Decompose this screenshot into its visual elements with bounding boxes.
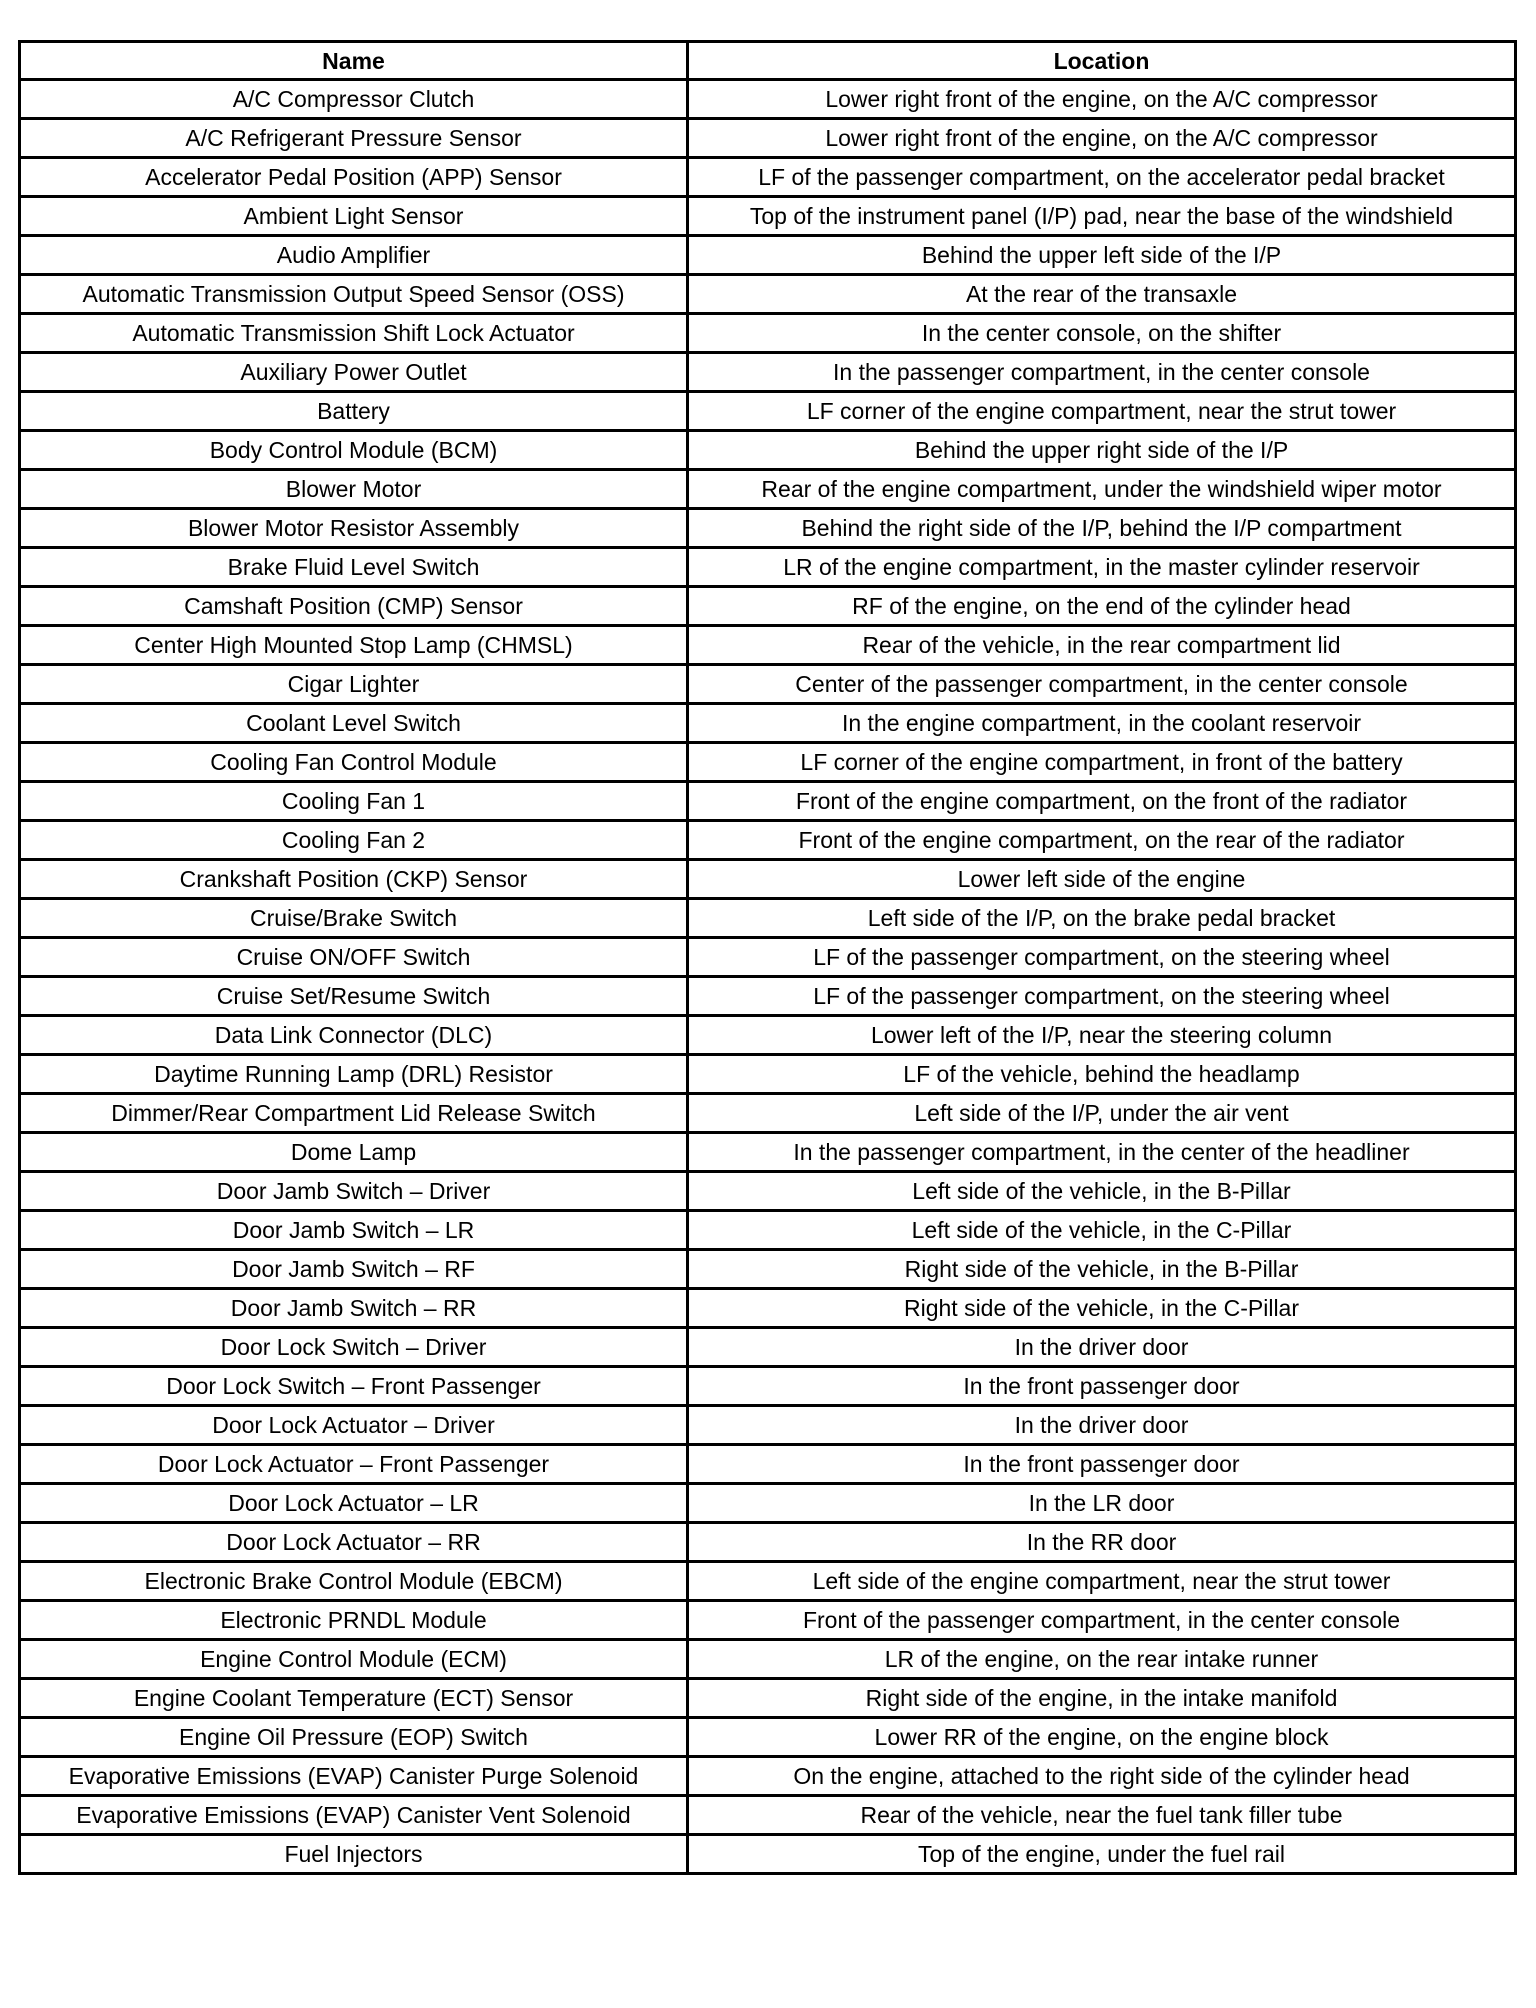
table-row [20,1835,1516,1874]
component-name-cell: Engine Oil Pressure (EOP) Switch [20,1718,688,1757]
component-name-cell: Auxiliary Power Outlet [20,353,688,392]
component-name-cell: Door Lock Actuator – Front Passenger [20,1445,688,1484]
component-location-cell: In the engine compartment, in the coolant reservoir [688,704,1516,743]
component-location-cell: Behind the upper left side of the I/P [688,236,1516,275]
component-location-cell: RF of the engine, on the end of the cylinder head [688,587,1516,626]
table-row [20,353,1516,392]
component-location-table [18,40,1517,1875]
component-name-cell: Door Jamb Switch – RF [20,1250,688,1289]
table-row [20,1601,1516,1640]
header-row [20,42,1516,80]
component-name-cell: Blower Motor Resistor Assembly [20,509,688,548]
component-name-cell: Daytime Running Lamp (DRL) Resistor [20,1055,688,1094]
component-name-cell: Door Jamb Switch – LR [20,1211,688,1250]
component-name-cell: Door Lock Switch – Driver [20,1328,688,1367]
component-name-cell: Automatic Transmission Shift Lock Actuator [20,314,688,353]
component-name-cell: Engine Coolant Temperature (ECT) Sensor [20,1679,688,1718]
component-name-cell: Door Lock Actuator – RR [20,1523,688,1562]
column-header-name: Name [20,42,688,80]
table-row [20,860,1516,899]
component-name-cell: Crankshaft Position (CKP) Sensor [20,860,688,899]
component-location-cell: In the LR door [688,1484,1516,1523]
component-name-cell: Battery [20,392,688,431]
component-name-cell: Cooling Fan 2 [20,821,688,860]
table-row [20,1328,1516,1367]
table-row [20,743,1516,782]
component-name-cell: Door Lock Actuator – Driver [20,1406,688,1445]
component-name-cell: Blower Motor [20,470,688,509]
component-name-cell: Door Lock Actuator – LR [20,1484,688,1523]
component-name-cell: Engine Control Module (ECM) [20,1640,688,1679]
component-name-cell: Cooling Fan Control Module [20,743,688,782]
component-location-cell: Top of the instrument panel (I/P) pad, near the base of the windshield [688,197,1516,236]
component-name-cell: Accelerator Pedal Position (APP) Sensor [20,158,688,197]
component-location-cell: Lower right front of the engine, on the A/C compressor [688,80,1516,119]
component-location-cell: Rear of the vehicle, near the fuel tank filler tube [688,1796,1516,1835]
table-row [20,1367,1516,1406]
table-row [20,431,1516,470]
component-name-cell: Door Jamb Switch – Driver [20,1172,688,1211]
component-location-cell: LR of the engine compartment, in the master cylinder reservoir [688,548,1516,587]
component-location-cell: In the passenger compartment, in the center of the headliner [688,1133,1516,1172]
component-location-cell: Left side of the vehicle, in the B-Pillar [688,1172,1516,1211]
component-location-cell: Lower RR of the engine, on the engine block [688,1718,1516,1757]
component-name-cell: Ambient Light Sensor [20,197,688,236]
table-row [20,626,1516,665]
component-name-cell: Evaporative Emissions (EVAP) Canister Purge Solenoid [20,1757,688,1796]
component-name-cell: A/C Compressor Clutch [20,80,688,119]
component-name-cell: Evaporative Emissions (EVAP) Canister Vent Solenoid [20,1796,688,1835]
component-location-cell: Behind the upper right side of the I/P [688,431,1516,470]
table-row [20,1796,1516,1835]
component-location-cell: Left side of the I/P, under the air vent [688,1094,1516,1133]
component-location-cell: Rear of the engine compartment, under the windshield wiper motor [688,470,1516,509]
component-location-cell: Front of the passenger compartment, in the center console [688,1601,1516,1640]
component-location-cell: LF of the vehicle, behind the headlamp [688,1055,1516,1094]
component-name-cell: Fuel Injectors [20,1835,688,1874]
table-row [20,158,1516,197]
component-location-cell: Lower left side of the engine [688,860,1516,899]
table-row [20,782,1516,821]
table-row [20,1172,1516,1211]
component-location-cell: In the passenger compartment, in the center console [688,353,1516,392]
table-row [20,587,1516,626]
component-name-cell: Cigar Lighter [20,665,688,704]
component-name-cell: Cruise Set/Resume Switch [20,977,688,1016]
component-name-cell: Dome Lamp [20,1133,688,1172]
table-row [20,275,1516,314]
component-name-cell: Coolant Level Switch [20,704,688,743]
table-row [20,1211,1516,1250]
component-location-cell: Center of the passenger compartment, in the center console [688,665,1516,704]
component-location-cell: Front of the engine compartment, on the front of the radiator [688,782,1516,821]
component-name-cell: Brake Fluid Level Switch [20,548,688,587]
table-row [20,1679,1516,1718]
component-location-cell: At the rear of the transaxle [688,275,1516,314]
component-location-cell: In the RR door [688,1523,1516,1562]
component-location-cell: In the driver door [688,1406,1516,1445]
component-location-cell: Lower right front of the engine, on the A/C compressor [688,119,1516,158]
component-location-table-container [18,40,1514,1875]
component-name-cell: Door Jamb Switch – RR [20,1289,688,1328]
table-row [20,1133,1516,1172]
component-location-cell: On the engine, attached to the right side of the cylinder head [688,1757,1516,1796]
component-location-cell: In the front passenger door [688,1367,1516,1406]
component-location-cell: LR of the engine, on the rear intake runner [688,1640,1516,1679]
component-location-cell: In the driver door [688,1328,1516,1367]
table-row [20,1094,1516,1133]
table-row [20,392,1516,431]
component-location-cell: Left side of the I/P, on the brake pedal bracket [688,899,1516,938]
component-name-cell: Electronic PRNDL Module [20,1601,688,1640]
table-row [20,821,1516,860]
component-location-cell: Behind the right side of the I/P, behind the I/P compartment [688,509,1516,548]
component-location-cell: LF of the passenger compartment, on the accelerator pedal bracket [688,158,1516,197]
component-location-cell: In the front passenger door [688,1445,1516,1484]
component-name-cell: Center High Mounted Stop Lamp (CHMSL) [20,626,688,665]
component-name-cell: Data Link Connector (DLC) [20,1016,688,1055]
table-row [20,1640,1516,1679]
component-name-cell: Door Lock Switch – Front Passenger [20,1367,688,1406]
table-row [20,899,1516,938]
component-location-cell: LF corner of the engine compartment, near the strut tower [688,392,1516,431]
table-row [20,1016,1516,1055]
column-header-location: Location [688,42,1516,80]
table-row [20,665,1516,704]
table-row [20,236,1516,275]
table-row [20,1562,1516,1601]
component-name-cell: Cruise ON/OFF Switch [20,938,688,977]
table-row [20,1250,1516,1289]
table-row [20,80,1516,119]
component-location-cell: Front of the engine compartment, on the rear of the radiator [688,821,1516,860]
component-location-cell: In the center console, on the shifter [688,314,1516,353]
component-location-cell: LF of the passenger compartment, on the steering wheel [688,938,1516,977]
table-row [20,1289,1516,1328]
table-row [20,1718,1516,1757]
table-row [20,1406,1516,1445]
table-row [20,977,1516,1016]
component-name-cell: Cooling Fan 1 [20,782,688,821]
table-row [20,938,1516,977]
table-row [20,1523,1516,1562]
table-row [20,704,1516,743]
table-row [20,548,1516,587]
component-name-cell: Body Control Module (BCM) [20,431,688,470]
table-row [20,1055,1516,1094]
component-location-cell: Top of the engine, under the fuel rail [688,1835,1516,1874]
component-name-cell: Automatic Transmission Output Speed Sensor (OSS) [20,275,688,314]
component-name-cell: A/C Refrigerant Pressure Sensor [20,119,688,158]
component-name-cell: Dimmer/Rear Compartment Lid Release Switch [20,1094,688,1133]
component-location-cell: Right side of the engine, in the intake manifold [688,1679,1516,1718]
component-location-cell: Right side of the vehicle, in the B-Pillar [688,1250,1516,1289]
component-location-cell: Right side of the vehicle, in the C-Pillar [688,1289,1516,1328]
table-row [20,197,1516,236]
table-row [20,1484,1516,1523]
component-name-cell: Electronic Brake Control Module (EBCM) [20,1562,688,1601]
table-row [20,314,1516,353]
table-row [20,509,1516,548]
table-row [20,470,1516,509]
component-name-cell: Audio Amplifier [20,236,688,275]
table-row [20,1757,1516,1796]
component-location-cell: Left side of the vehicle, in the C-Pillar [688,1211,1516,1250]
table-body [20,80,1516,1874]
component-location-cell: LF corner of the engine compartment, in front of the battery [688,743,1516,782]
component-name-cell: Camshaft Position (CMP) Sensor [20,587,688,626]
component-location-cell: LF of the passenger compartment, on the steering wheel [688,977,1516,1016]
table-row [20,119,1516,158]
component-location-cell: Rear of the vehicle, in the rear compartment lid [688,626,1516,665]
table-row [20,1445,1516,1484]
component-location-cell: Left side of the engine compartment, near the strut tower [688,1562,1516,1601]
component-name-cell: Cruise/Brake Switch [20,899,688,938]
component-location-cell: Lower left of the I/P, near the steering column [688,1016,1516,1055]
